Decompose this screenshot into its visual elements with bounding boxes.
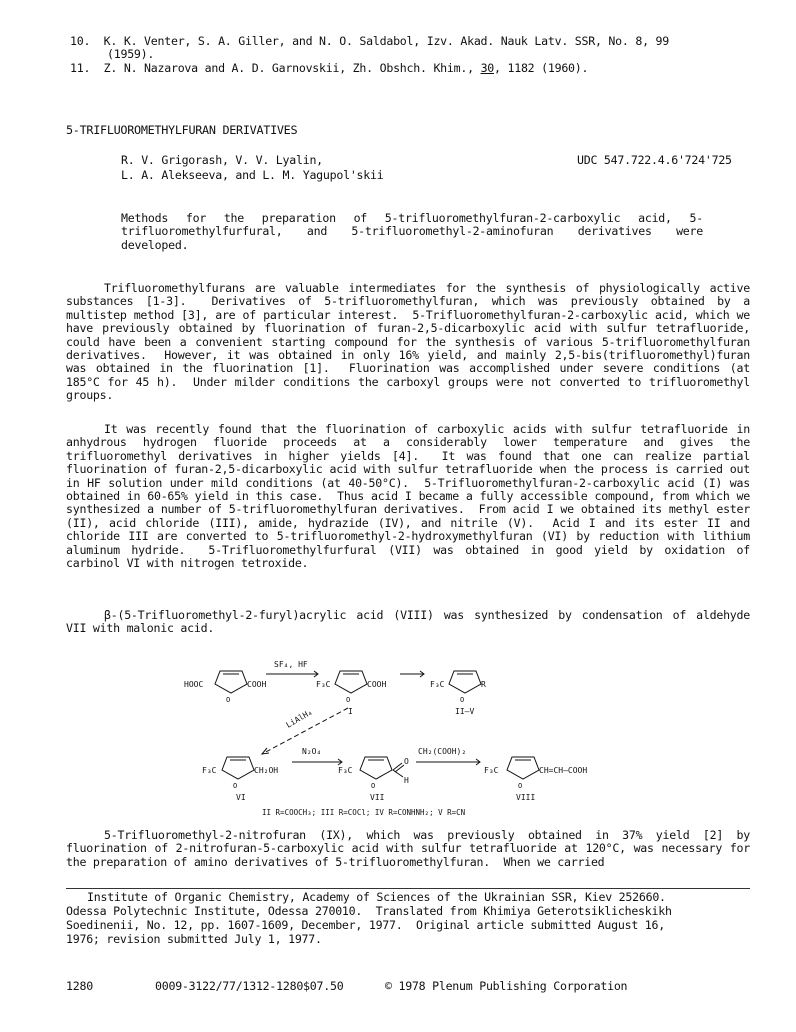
paragraph-2: It was recently found that the fluorination of carboxylic acids with sulfur tetrafluoride in anhydrous hydrogen fluoride proceeds at a considerably lower temperature and gives the trifluoromethyl derivatives in higher yields [4]. It was found that one can realize partial fluorination of furan-2,5-dicarboxylic acid with sulfur tetrafluoride when the process is carried out in HF solution under mild conditions (at 40-50°C). 5-Trifluoromethylfuran-2-carboxylic acid (I) was obtained in 60-65% yield in this case. Thus acid I became a fully accessible compound, from which we synthesized a number of 5-trifluoromethylfuran derivatives. From acid I we obtained its methyl ester (II), acid chloride (III), amide, hydrazide (IV), and nitrile (V). Acid I and its ester II and chloride III are converted to 5-trifluoromethyl-2-hydroxymethylfuran (VI) by reduction with lithium aluminum hydride. 5-Trifluoromethylfurfural (VII) was obtained in good yield by oxidation of carbinol VI with nitrogen tetroxide. <box>66 422 757 571</box>
affiliation-line-1: Institute of Organic Chemistry, Academy of Sciences of the Ukrainian SSR, Kiev 252660. <box>87 890 666 904</box>
affiliation-line-4: 1976; revision submitted July 1, 1977. <box>66 932 322 946</box>
paragraph-3: β-(5-Trifluoromethyl-2-furyl)acrylic acid (VIII) was synthesized by condensation of aldehyde VII with malonic acid. <box>66 608 757 636</box>
reference-volume: 30 <box>480 61 495 75</box>
paragraph-1: Trifluoromethylfurans are valuable intermediates for the synthesis of physiologically active substances [1-3]. Derivatives of 5-trifluoromethylfuran, which was previously obtained by a multistep method [3], are of particular interest. 5-Trifluoromethylfuran-2-carboxylic acid, which we have previously obtained by fluorination of furan-2,5-dicarboxylic acid with sulfur tetrafluoride, could have been a convenient starting compound for the synthesis of various 5-trifluoromethylfuran derivatives. However, it was obtained in only 16% yield, and mainly 2,5-bis(trifluoromethyl)furan was obtained in the fluorination [1]. Fluorination was accomplished under severe conditions (at 185°C for 45 h). Under milder conditions the carboxyl groups were not converted to trifluoromethyl groups. <box>66 281 757 403</box>
scheme-cooh-label: COOH <box>367 680 387 689</box>
scheme-cf3-label: F₃C <box>430 680 445 689</box>
scheme-cf3-label: F₃C <box>316 680 331 689</box>
udc-code: UDC 547.722.4.6'724'725 <box>577 153 732 167</box>
abstract: Methods for the preparation of 5-trifluoromethylfuran-2-carboxylic acid, 5-trifluoromethylfurfural, and 5-trifluoromethyl-2-aminofuran derivatives were developed. <box>121 211 710 252</box>
ring-oxygen-label: O <box>233 782 238 790</box>
scheme-legend: II R=COOCH₃; III R=COCl; IV R=CONHNH₂; V R=CN <box>262 808 466 817</box>
ring-oxygen-label: O <box>346 696 351 704</box>
authors-line-1: R. V. Grigorash, V. V. Lyalin, <box>121 153 323 167</box>
scheme-ch2oh-label: CH₂OH <box>254 766 279 775</box>
scheme-acrylic-label: CH=CH–COOH <box>539 766 588 775</box>
scheme-cooh-label: COOH <box>247 680 267 689</box>
footer-divider <box>66 888 750 889</box>
ring-oxygen-label: O <box>518 782 523 790</box>
scheme-reagent-n2o4: N₂O₄ <box>302 747 322 756</box>
reference-number: 11. <box>70 61 91 75</box>
aldehyde-hydrogen-label: H <box>404 776 409 785</box>
ring-oxygen-label: O <box>371 782 376 790</box>
ring-oxygen-label: O <box>226 696 231 704</box>
aldehyde-oxygen-label: O <box>404 757 409 766</box>
scheme-r-label: R <box>481 680 486 689</box>
affiliation-line-2: Odessa Polytechnic Institute, Odessa 270010. Translated from Khimiya Geterotsiklicheskikh <box>66 904 672 918</box>
scheme-cf3-label: F₃C <box>338 766 353 775</box>
article-code: 0009-3122/77/1312-1280$07.50 <box>155 979 344 993</box>
reference-text: Z. N. Nazarova and A. D. Garnovskii, Zh. Obshch. Khim., <box>103 61 481 75</box>
scheme-reagent-lialh4: LiAlH₄ <box>284 707 315 730</box>
paragraph-4: 5-Trifluoromethyl-2-nitrofuran (IX), which was previously obtained in 37% yield [2] by fluorination of 2-nitrofuran-5-carboxylic acid with sulfur tetrafluoride at 120°C, was necessary for the preparation of amino derivatives of 5-trifluoromethylfuran. When we carried <box>66 828 757 869</box>
compound-label-viii: VIII <box>516 793 536 802</box>
scheme-reagent-malonic: CH₂(COOH)₂ <box>418 747 467 756</box>
reference-10-continuation: (1959). <box>107 47 155 61</box>
article-title: 5-TRIFLUOROMETHYLFURAN DERIVATIVES <box>66 123 298 137</box>
scheme-reagent-sf4: SF₄, HF <box>274 660 308 669</box>
ring-oxygen-label: O <box>460 696 465 704</box>
compound-label-i: I <box>348 707 353 716</box>
scheme-hooc-label: HOOC <box>184 680 204 689</box>
copyright-notice: © 1978 Plenum Publishing Corporation <box>385 979 628 993</box>
reference-text: K. K. Venter, S. A. Giller, and N. O. Saldabol, Izv. Akad. Nauk Latv. SSR, No. 8, 99 <box>103 34 669 48</box>
scheme-cf3-label: F₃C <box>202 766 217 775</box>
compound-label-ii-v: II–V <box>455 707 475 716</box>
authors-line-2: L. A. Alekseeva, and L. M. Yagupol'skii <box>121 168 384 182</box>
compound-label-vii: VII <box>370 793 385 802</box>
compound-label-vi: VI <box>236 793 246 802</box>
reference-number: 10. <box>70 34 91 48</box>
reference-10 <box>70 35 669 48</box>
page-number: 1280 <box>66 979 93 993</box>
scheme-cf3-label: F₃C <box>484 766 499 775</box>
reference-text-end: , 1182 (1960). <box>494 61 589 75</box>
reaction-scheme <box>180 650 620 818</box>
reference-11 <box>70 62 588 75</box>
affiliation-line-3: Soedinenii, No. 12, pp. 1607-1609, December, 1977. Original article submitted August 16, <box>66 918 665 932</box>
